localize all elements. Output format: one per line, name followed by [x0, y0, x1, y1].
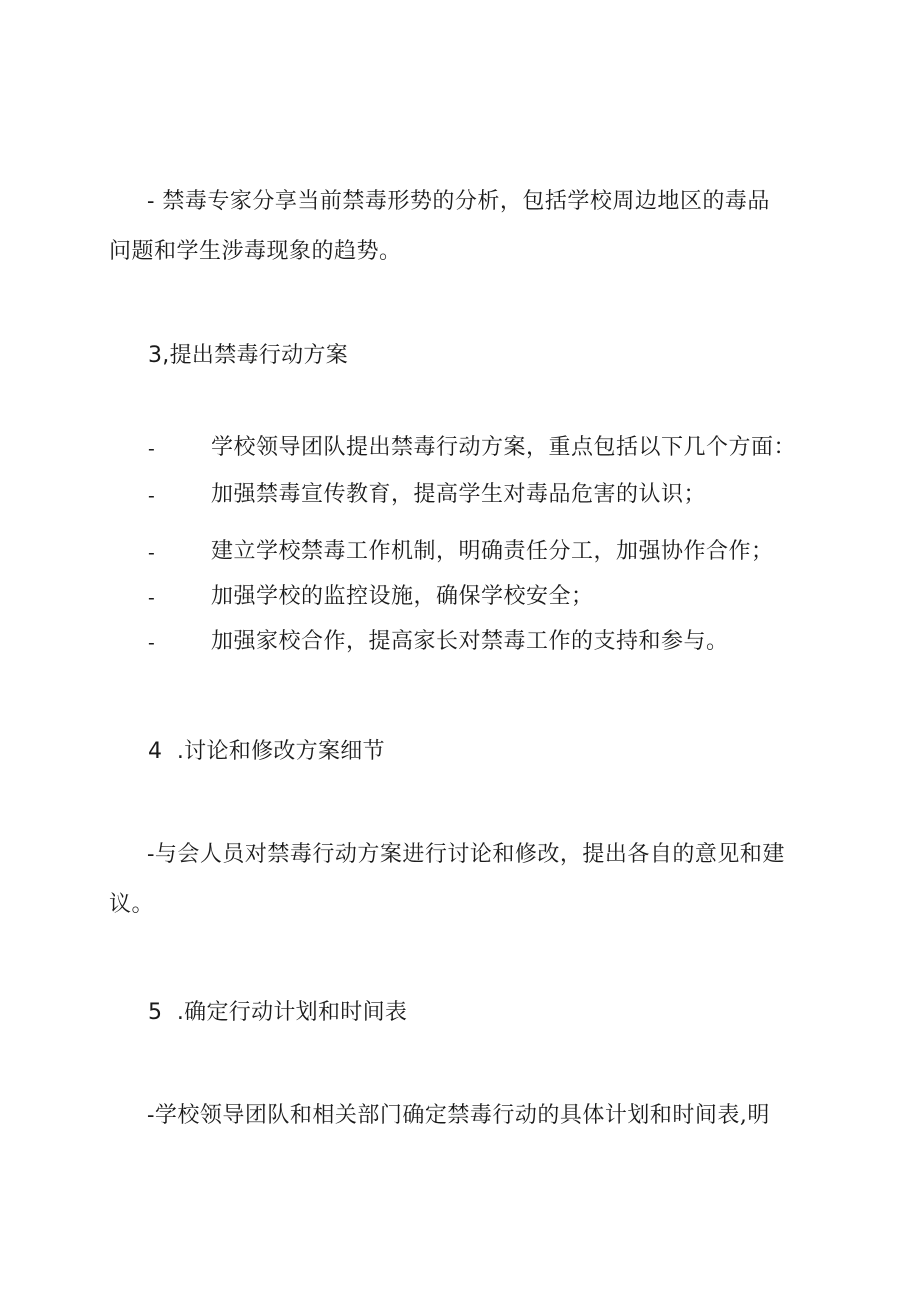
section-heading: 3,提出禁毒行动方案: [148, 343, 348, 368]
bullet-dash: -: [148, 540, 155, 564]
paragraph-line: 问题和学生涉毒现象的趋势。: [109, 239, 402, 264]
bullet-dash: -: [148, 436, 155, 460]
section-heading: 4 .讨论和修改方案细节: [148, 739, 385, 764]
bullet-dash: -: [148, 483, 155, 507]
section-heading: 5 .确定行动计划和时间表: [148, 1000, 408, 1025]
list-item: 建立学校禁毒工作机制，明确责任分工，加强协作合作；: [211, 539, 774, 564]
paragraph-line: -与会人员对禁毒行动方案进行讨论和修改，提出各自的意见和建: [147, 842, 785, 867]
paragraph-line: 议。: [109, 892, 155, 917]
list-item: 加强家校合作，提高家长对禁毒工作的支持和参与。: [211, 629, 729, 654]
paragraph-line: - 禁毒专家分享当前禁毒形势的分析，包括学校周边地区的毒品: [147, 189, 770, 214]
list-item: 学校领导团队提出禁毒行动方案，重点包括以下几个方面：: [211, 435, 797, 460]
paragraph-line: -学校领导团队和相关部门确定禁毒行动的具体计划和时间表,明: [147, 1103, 770, 1128]
list-item: 加强学校的监控设施，确保学校安全；: [211, 584, 594, 609]
list-item: 加强禁毒宣传教育，提高学生对毒品危害的认识；: [211, 482, 707, 507]
bullet-dash: -: [148, 585, 155, 609]
bullet-dash: -: [148, 630, 155, 654]
